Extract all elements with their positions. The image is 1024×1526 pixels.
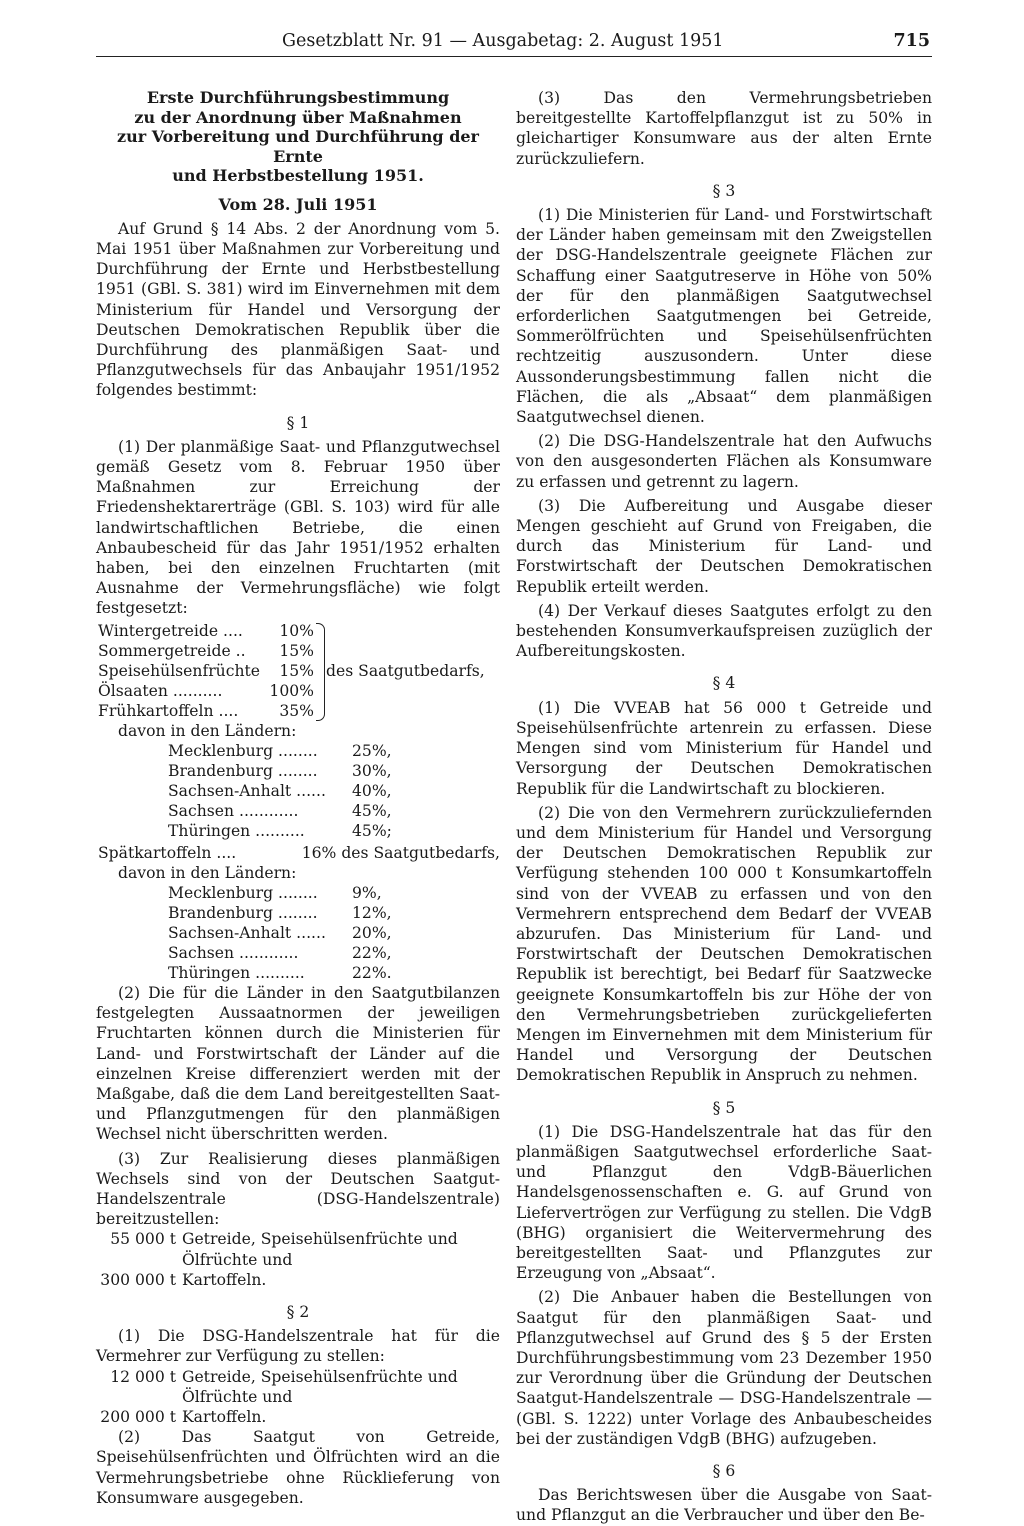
land-row <box>96 943 500 963</box>
land-name: Brandenburg ........ <box>168 761 318 780</box>
land-rate: 22%. <box>352 963 392 982</box>
crop-name: Sommergetreide .. <box>98 641 246 660</box>
land-rate: 25%, <box>352 741 392 760</box>
davon-label: davon in den Ländern: <box>118 721 297 740</box>
brace-label: des Saatgutbedarfs, <box>326 661 485 680</box>
paragraph: (3) Das den Vermehrungsbetrieben bereitgestellte Kartoffelpflanzgut ist zu 50% in gleichartiger Konsumware aus der alten Ernte zurückzuliefern. <box>516 89 932 168</box>
section-heading-6: § 6 <box>712 1462 736 1480</box>
title-line: zur Vorbereitung und Durchführung der Ernte <box>117 127 479 166</box>
land-row <box>96 923 500 943</box>
quantity-amount: 12 000 t <box>110 1367 176 1386</box>
land-name: Sachsen ............ <box>168 801 299 820</box>
paragraph: (2) Das Saatgut von Getreide, Speisehülsenfrüchten und Ölfrüchten wird an die Vermehrungsbetriebe ohne Rücklieferung von Konsumware ausgegeben. <box>96 1428 500 1507</box>
land-name: Sachsen ............ <box>168 943 299 962</box>
land-rate: 22%, <box>352 943 392 962</box>
quantity-text: Getreide, Speisehülsenfrüchte und Ölfrüchte und <box>182 1230 458 1269</box>
land-name: Thüringen .......... <box>168 963 305 982</box>
preamble: Auf Grund § 14 Abs. 2 der Anordnung vom 5. Mai 1951 über Maßnahmen zur Vorbereitung und Durchführung der Ernte und Herbstbestellung 1951 (GBl. S. 381) wird im Einvernehmen mit dem Ministerium für Handel und Versorgung der Deutschen Demokratischen Republik über die Durchführung des planmäßigen Saat- und Pflanzgutwechsels für das Anbaujahr 1951/1952 folgendes bestimmt: <box>96 219 500 400</box>
land-row <box>96 821 500 841</box>
running-head: Gesetzblatt Nr. 91 — Ausgabetag: 2. August 1951 <box>282 31 724 51</box>
land-name: Thüringen .......... <box>168 821 305 840</box>
land-name: Sachsen-Anhalt ...... <box>168 923 326 942</box>
crop-rate: 10% <box>279 621 314 640</box>
crop-row <box>96 641 500 661</box>
land-row <box>96 903 500 923</box>
section-heading-1: § 1 <box>286 413 310 432</box>
document-title <box>96 88 500 186</box>
section-heading-4: § 4 <box>712 674 736 693</box>
crop-row <box>96 621 500 641</box>
quantity-text: Getreide, Speisehülsenfrüchte und Ölfrüchte und <box>182 1367 458 1406</box>
crop-row <box>96 701 500 721</box>
curly-brace <box>316 623 325 721</box>
paragraph: (4) Der Verkauf dieses Saatgutes erfolgt zu den bestehenden Konsumverkaufspreisen zuzüglich der Aufbereitungskosten. <box>516 601 932 661</box>
crop-name: Speisehülsenfrüchte <box>98 661 260 680</box>
paragraph: (3) Die Aufbereitung und Ausgabe dieser Mengen geschieht auf Grund von Freigaben, die durch das Ministerium für Land- und Forstwirtschaft der Deutschen Demokratischen Republik erteilt werden. <box>516 496 932 596</box>
crop-name: Wintergetreide .... <box>98 621 243 640</box>
section-heading-3: § 3 <box>712 181 736 200</box>
spaetkartoffeln-row <box>96 843 500 863</box>
quantity-amount: 300 000 t <box>100 1270 176 1289</box>
page-header <box>96 26 932 57</box>
crop-name: Frühkartoffeln .... <box>98 701 239 720</box>
left-column <box>96 88 500 1508</box>
quantity-row <box>96 1367 500 1407</box>
paragraph: (2) Die für die Länder in den Saatgutbilanzen festgelegten Aussaatnormen der jeweiligen Fruchtarten können durch die Ministerien für Land- und Forstwirtschaft der Länder auf die einzelnen Kreise differenziert werden mit der Maßgabe, daß die dem Land bereitgestellten Saat- und Pflanzgutmengen für den planmäßigen Wechsel nicht überschritten werden. <box>96 983 500 1144</box>
land-row <box>96 963 500 983</box>
crop-rate: 16% des Saatgutbedarfs, <box>301 843 500 862</box>
crop-rate: 100% <box>269 681 314 700</box>
document-date: Vom 28. Juli 1951 <box>218 194 378 214</box>
land-row <box>96 781 500 801</box>
paragraph: (2) Die Anbauer haben die Bestellungen von Saatgut für den planmäßigen Saat- und Pflanzgutwechsel auf Grund des § 5 der Ersten Durchführungsbestimmung vom 23 Dezember 1950 zur Verordnung über die Gründung der Deutschen Saatgut-Handelszentrale — DSG-Handelszentrale — (GBl. S. 1222) unter Vorlage des Anbaubescheides bei der zuständigen VdgB (BHG) aufzugeben. <box>516 1288 932 1448</box>
right-column <box>516 88 932 1526</box>
paragraph: (1) Die DSG-Handelszentrale hat das für den planmäßigen Saatgutwechsel erforderliche Saat- und Pflanzgut den VdgB-Bäuerlichen Handelsgenossenschaften e. G. auf Grund von Liefervertrögen zur Verfügung zu stellen. Die VdgB (BHG) organisiert die Weitervermehrung des bereitgestellten Saat- und Pflanzgutes zur Erzeugung von „Absaat“. <box>516 1122 932 1283</box>
title-line: Erste Durchführungsbestimmung <box>146 88 450 107</box>
paragraph: (2) Die von den Vermehrern zurückzuliefernden und dem Ministerium für Handel und Versorgung der Deutschen Demokratischen Republik zur Verfügung stehenden 100 000 t Konsumkartoffeln sind von der VVEAB zu erfassen und von den Vermehrern entsprechend dem Bedarf der VVEAB abzurufen. Das Ministerium für Land- und Forstwirtschaft der Deutschen Demokratischen Republik ist berechtigt, bei Bedarf für Saatzwecke geeignete Konsumkartoffeln bis zur Höhe der von den Vermehrungsbetrieben zurückgelieferten Mengen im Einvernehmen mit dem Ministerium für Handel und Versorgung der Deutschen Demokratischen Republik in Anspruch zu nehmen. <box>516 803 932 1085</box>
land-name: Sachsen-Anhalt ...... <box>168 781 326 800</box>
title-line: zu der Anordnung über Maßnahmen <box>134 107 462 127</box>
land-rate: 20%, <box>352 923 392 942</box>
land-row <box>96 741 500 761</box>
crop-rate: 15% <box>279 641 314 660</box>
land-row <box>96 761 500 781</box>
quantity-amount: 200 000 t <box>100 1408 176 1427</box>
davon-label: davon in den Ländern: <box>118 863 297 882</box>
crop-rate-list <box>96 621 500 721</box>
crop-name: Spätkartoffeln .... <box>98 843 237 862</box>
land-name: Brandenburg ........ <box>168 903 318 922</box>
crop-name: Ölsaaten .......... <box>98 681 223 700</box>
land-rate: 9%, <box>352 883 382 902</box>
land-rate: 40%, <box>352 781 392 800</box>
paragraph: (2) Die DSG-Handelszentrale hat den Aufwuchs von den ausgesonderten Flächen als Konsumware zu erfassen und getrennt zu lagern. <box>516 432 932 491</box>
title-line: und Herbstbestellung 1951. <box>172 166 424 185</box>
land-rate: 45%; <box>352 821 392 840</box>
paragraph: (1) Die DSG-Handelszentrale hat für die Vermehrer zur Verfügung zu stellen: <box>96 1327 500 1366</box>
land-row <box>96 883 500 903</box>
section-heading-2: § 2 <box>286 1303 310 1322</box>
paragraph: (1) Der planmäßige Saat- und Pflanzgutwechsel gemäß Gesetz vom 8. Februar 1950 über Maßnahmen zur Erreichung der Friedenshektarerträge (GBl. S. 103) wird für alle landwirtschaftlichen Betriebe, die einen Anbaubescheid für das Jahr 1951/1952 erhalten haben, bei den einzelnen Fruchtarten (mit Ausnahme der Vermehrungsfläche) wie folgt festgesetzt: <box>96 437 500 618</box>
land-rate: 12%, <box>352 903 392 922</box>
land-row <box>96 801 500 821</box>
page-number: 715 <box>893 31 930 51</box>
crop-rate: 35% <box>279 701 314 720</box>
quantity-row <box>96 1229 500 1269</box>
paragraph: (3) Zur Realisierung dieses planmäßigen Wechsels sind von der Deutschen Saatgut-Handelszentrale (DSG-Handelszentrale) bereitzustellen: <box>96 1149 500 1229</box>
paragraph: (1) Die Ministerien für Land- und Forstwirtschaft der Länder haben gemeinsam mit den Zweigstellen der DSG-Handelszentrale geeignete Flächen zur Schaffung einer Saatgutreserve in Höhe von 50% der für den planmäßigen Saatgutwechsel erforderlichen Saatgutmengen bei Getreide, Sommerölfrüchten und Speisehülsenfrüchten rechtzeitig auszusondern. Unter diese Aussonderungsbestimmung fallen nicht die Flächen, die als „Absaat“ dem planmäßigen Saatgutwechsel dienen. <box>516 206 932 427</box>
land-name: Mecklenburg ........ <box>168 741 318 760</box>
land-name: Mecklenburg ........ <box>168 883 318 902</box>
land-rate: 30%, <box>352 761 392 780</box>
paragraph: (1) Die VVEAB hat 56 000 t Getreide und Speisehülsenfrüchte artenrein zu erfassen. Diese Mengen sind vom Ministerium für Handel und Versorgung der Deutschen Demokratischen Republik für die Landwirtschaft zu blockieren. <box>516 698 932 798</box>
paragraph: Das Berichtswesen über die Ausgabe von Saat- und Pflanzgut an die Verbraucher und über den Be- <box>516 1486 932 1525</box>
crop-row <box>96 681 500 701</box>
quantity-row <box>96 1270 500 1290</box>
quantity-row <box>96 1407 500 1427</box>
section-heading-5: § 5 <box>712 1098 736 1117</box>
quantity-text: Kartoffeln. <box>182 1270 267 1289</box>
land-rate: 45%, <box>352 801 392 820</box>
quantity-amount: 55 000 t <box>110 1230 176 1249</box>
quantity-text: Kartoffeln. <box>182 1408 267 1427</box>
crop-rate: 15% <box>279 661 314 680</box>
